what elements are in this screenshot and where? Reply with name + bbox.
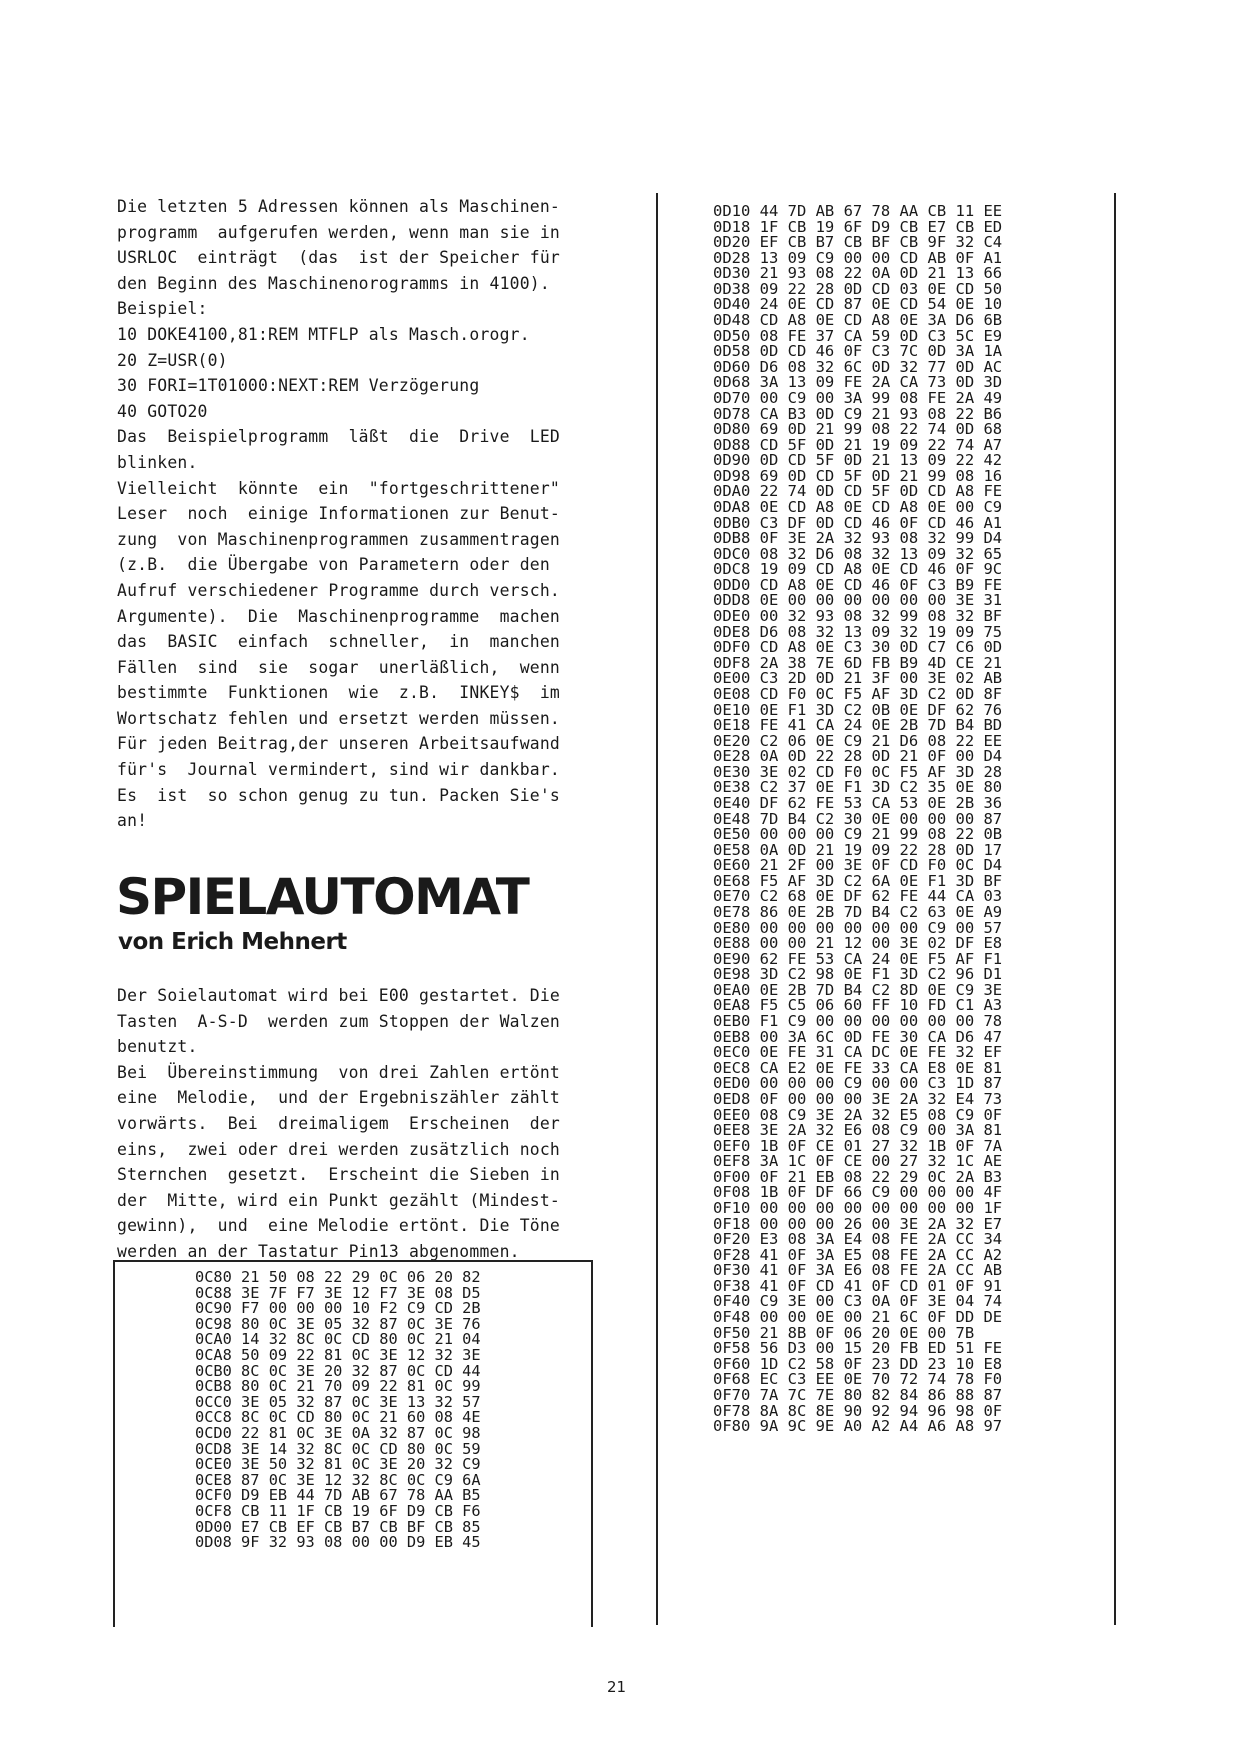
- hex-row: 0EC0 0E FE 31 CA DC 0E FE 32 EF: [713, 1043, 1003, 1062]
- hex-row: 0E20 C2 06 0E C9 21 D6 08 22 EE: [713, 731, 1003, 750]
- text-line: Tasten A-S-D werden zum Stoppen der Walzen: [117, 1011, 560, 1031]
- hex-row: 0D30 21 93 08 22 0A 0D 21 13 66: [713, 264, 1003, 283]
- text-line: das BASIC einfach schneller, in manchen: [117, 632, 560, 652]
- hex-row: 0C98 80 0C 3E 05 32 87 0C 3E 76: [195, 1314, 481, 1333]
- text-line: eine Melodie, und der Ergebniszähler zählt: [117, 1088, 560, 1108]
- text-line: Das Beispielprogramm läßt die Drive LED: [117, 427, 560, 447]
- text-line: bestimmte Funktionen wie z.B. INKEY$ im: [117, 683, 560, 703]
- hex-row: 0E60 21 2F 00 3E 0F CD F0 0C D4: [713, 856, 1003, 875]
- hex-row: 0DA0 22 74 0D CD 5F 0D CD A8 FE: [713, 482, 1003, 501]
- text-line: eins, zwei oder drei werden zusätzlich noch: [117, 1139, 560, 1159]
- text-line: Sternchen gesetzt. Erscheint die Sieben in: [117, 1165, 560, 1185]
- hex-row: 0ED8 0F 00 00 00 3E 2A 32 E4 73: [713, 1089, 1003, 1108]
- hex-row: 0CE0 3E 50 32 81 0C 3E 20 32 C9: [195, 1455, 481, 1474]
- text-line: Bei Übereinstimmung von drei Zahlen ertönt: [117, 1062, 560, 1082]
- hex-row: 0E38 C2 37 0E F1 3D C2 35 0E 80: [713, 778, 1003, 797]
- hex-row: 0E58 0A 0D 21 19 09 22 28 0D 17: [713, 840, 1003, 859]
- hex-row: 0D68 3A 13 09 FE 2A CA 73 0D 3D: [713, 373, 1003, 392]
- hex-row: 0E50 00 00 00 C9 21 99 08 22 0B: [713, 825, 1003, 844]
- text-line: 20 Z=USR(0): [117, 350, 228, 370]
- hex-row: 0CF8 CB 11 1F CB 19 6F D9 CB F6: [195, 1501, 481, 1520]
- hex-row: 0D70 00 C9 00 3A 99 08 FE 2A 49: [713, 388, 1003, 407]
- text-line: zung von Maschinenprogrammen zusammentragen: [117, 529, 560, 549]
- text-line: (z.B. die Übergabe von Parametern oder den: [117, 555, 550, 575]
- hex-row: 0EA0 0E 2B 7D B4 C2 8D 0E C9 3E: [713, 980, 1003, 999]
- hex-row: 0F80 9A 9C 9E A0 A2 A4 A6 A8 97: [713, 1417, 1003, 1436]
- hex-row: 0EE8 3E 2A 32 E6 08 C9 00 3A 81: [713, 1121, 1003, 1140]
- hex-row: 0D98 69 0D CD 5F 0D 21 99 08 16: [713, 466, 1003, 485]
- hex-row: 0EA8 F5 C5 06 60 FF 10 FD C1 A3: [713, 996, 1003, 1015]
- hex-row: 0DD0 CD A8 0E CD 46 0F C3 B9 FE: [713, 575, 1003, 594]
- hex-row: 0E10 0E F1 3D C2 0B 0E DF 62 76: [713, 700, 1003, 719]
- text-line: USRLOC einträgt (das ist der Speicher für: [117, 248, 560, 268]
- text-line: programm aufgerufen werden, wenn man sie in: [117, 222, 560, 242]
- hex-row: 0F20 E3 08 3A E4 08 FE 2A CC 34: [713, 1230, 1003, 1249]
- text-line: Aufruf verschiedener Programme durch versch.: [117, 580, 560, 600]
- text-line: Argumente). Die Maschinenprogramme machen: [117, 606, 560, 626]
- intro-paragraph: [117, 194, 597, 834]
- hex-row: 0C88 3E 7F F7 3E 12 F7 3E 08 D5: [195, 1283, 481, 1302]
- hexdump-listing-right: [713, 202, 1003, 1436]
- page-number: 21: [607, 1678, 627, 1696]
- hex-row: 0CE8 87 0C 3E 12 32 8C 0C C9 6A: [195, 1470, 481, 1489]
- text-line: für's Journal vermindert, sind wir dankbar.: [117, 760, 560, 780]
- hex-row: 0D38 09 22 28 0D CD 03 0E CD 50: [713, 279, 1003, 298]
- text-line: den Beginn des Maschinenorogramms in 4100).: [117, 273, 550, 293]
- hex-row: 0D78 CA B3 0D C9 21 93 08 22 B6: [713, 404, 1003, 423]
- hex-row: 0F28 41 0F 3A E5 08 FE 2A CC A2: [713, 1245, 1003, 1264]
- hex-row: 0EE0 08 C9 3E 2A 32 E5 08 C9 0F: [713, 1105, 1003, 1124]
- hex-row: 0F08 1B 0F DF 66 C9 00 00 00 4F: [713, 1183, 1003, 1202]
- hex-row: 0F48 00 00 0E 00 21 6C 0F DD DE: [713, 1308, 1003, 1327]
- text-line: Vielleicht könnte ein "fortgeschrittener": [117, 478, 560, 498]
- hex-row: 0E18 FE 41 CA 24 0E 2B 7D B4 BD: [713, 716, 1003, 735]
- hex-row: 0ED0 00 00 00 C9 00 00 C3 1D 87: [713, 1074, 1003, 1093]
- hex-row: 0E40 DF 62 FE 53 CA 53 0E 2B 36: [713, 793, 1003, 812]
- hex-row: 0F30 41 0F 3A E6 08 FE 2A CC AB: [713, 1261, 1003, 1280]
- hex-row: 0CC8 8C 0C CD 80 0C 21 60 08 4E: [195, 1408, 481, 1427]
- text-line: blinken.: [117, 452, 198, 472]
- hex-row: 0CB8 80 0C 21 70 09 22 81 0C 99: [195, 1377, 481, 1396]
- hex-row: 0CD0 22 81 0C 3E 0A 32 87 0C 98: [195, 1423, 481, 1442]
- hex-row: 0CA8 50 09 22 81 0C 3E 12 32 3E: [195, 1345, 481, 1364]
- text-line: Wortschatz fehlen und ersetzt werden müssen.: [117, 708, 560, 728]
- hex-row: 0E98 3D C2 98 0E F1 3D C2 96 D1: [713, 965, 1003, 984]
- hex-row: 0D10 44 7D AB 67 78 AA CB 11 EE: [713, 202, 1003, 220]
- hex-row: 0CA0 14 32 8C 0C CD 80 0C 21 04: [195, 1330, 481, 1349]
- hex-row: 0F68 EC C3 EE 0E 70 72 74 78 F0: [713, 1370, 1003, 1389]
- hex-row: 0E00 C3 2D 0D 21 3F 00 3E 02 AB: [713, 669, 1003, 688]
- article-body: [117, 983, 597, 1265]
- hex-row: 0F60 1D C2 58 0F 23 DD 23 10 E8: [713, 1354, 1003, 1373]
- hex-row: 0F10 00 00 00 00 00 00 00 00 1F: [713, 1199, 1003, 1217]
- hex-row: 0CF0 D9 EB 44 7D AB 67 78 AA B5: [195, 1486, 481, 1505]
- hex-row: 0E90 62 FE 53 CA 24 0E F5 AF F1: [713, 949, 1003, 968]
- hex-row: 0DC0 08 32 D6 08 32 13 09 32 65: [713, 544, 1003, 563]
- hex-row: 0F38 41 0F CD 41 0F CD 01 0F 91: [713, 1276, 1003, 1295]
- hex-row: 0F18 00 00 00 26 00 3E 2A 32 E7: [713, 1214, 1003, 1233]
- hex-row: 0DC8 19 09 CD A8 0E CD 46 0F 9C: [713, 560, 1003, 579]
- hex-row: 0E08 CD F0 0C F5 AF 3D C2 0D 8F: [713, 684, 1003, 703]
- hex-row: 0D08 9F 32 93 08 00 00 D9 EB 45: [195, 1533, 481, 1552]
- hex-row: 0D20 EF CB B7 CB BF CB 9F 32 C4: [713, 233, 1003, 252]
- text-line: vorwärts. Bei dreimaligem Erscheinen der: [117, 1113, 560, 1133]
- hex-row: 0D40 24 0E CD 87 0E CD 54 0E 10: [713, 295, 1003, 314]
- hex-row: 0DB0 C3 DF 0D CD 46 0F CD 46 A1: [713, 513, 1003, 532]
- hex-row: 0C90 F7 00 00 00 10 F2 C9 CD 2B: [195, 1299, 481, 1318]
- hexdump-listing-left: [113, 1260, 593, 1627]
- column-divider-right: [1114, 193, 1116, 1625]
- text-line: an!: [117, 811, 148, 831]
- text-line: benutzt.: [117, 1037, 198, 1057]
- hex-row: 0E30 3E 02 CD F0 0C F5 AF 3D 28: [713, 762, 1003, 781]
- hex-row: 0CD8 3E 14 32 8C 0C CD 80 0C 59: [195, 1439, 481, 1458]
- hex-row: 0EB8 00 3A 6C 0D FE 30 CA D6 47: [713, 1027, 1003, 1046]
- hex-row: 0DA8 0E CD A8 0E CD A8 0E 00 C9: [713, 497, 1003, 516]
- hex-row: 0D90 0D CD 5F 0D 21 13 09 22 42: [713, 451, 1003, 470]
- hex-row: 0EF8 3A 1C 0F CE 00 27 32 1C AE: [713, 1152, 1003, 1171]
- text-line: Leser noch einige Informationen zur Benut-: [117, 504, 560, 524]
- hex-row: 0D00 E7 CB EF CB B7 CB BF CB 85: [195, 1517, 481, 1536]
- hex-row: 0DF0 CD A8 0E C3 30 0D C7 C6 0D: [713, 638, 1003, 657]
- hex-row: 0CC0 3E 05 32 87 0C 3E 13 32 57: [195, 1392, 481, 1411]
- hex-row: 0E48 7D B4 C2 30 0E 00 00 00 87: [713, 809, 1003, 828]
- hex-row: 0D50 08 FE 37 CA 59 0D C3 5C E9: [713, 326, 1003, 345]
- hex-row: 0EB0 F1 C9 00 00 00 00 00 00 78: [713, 1012, 1003, 1031]
- hex-row: 0F50 21 8B 0F 06 20 0E 00 7B: [713, 1323, 975, 1342]
- hex-row: 0D28 13 09 C9 00 00 CD AB 0F A1: [713, 248, 1003, 267]
- text-line: 10 DOKE4100,81:REM MTFLP als Masch.orogr.: [117, 324, 530, 344]
- hex-row: 0D18 1F CB 19 6F D9 CB E7 CB ED: [713, 217, 1003, 236]
- text-line: Es ist so schon genug zu tun. Packen Sie's: [117, 785, 560, 805]
- text-line: Der Soielautomat wird bei E00 gestartet. Die: [117, 986, 560, 1005]
- hex-row: 0F00 0F 21 EB 08 22 29 0C 2A B3: [713, 1167, 1003, 1186]
- hex-row: 0D80 69 0D 21 99 08 22 74 0D 68: [713, 420, 1003, 439]
- hex-row: 0E88 00 00 21 12 00 3E 02 DF E8: [713, 934, 1003, 953]
- hex-row: 0E80 00 00 00 00 00 00 C9 00 57: [713, 918, 1003, 937]
- text-line: 30 FORI=1T01000:NEXT:REM Verzögerung: [117, 376, 480, 396]
- text-line: Fällen sind sie sogar unerläßlich, wenn: [117, 657, 560, 677]
- article-author: von Erich Mehnert: [118, 929, 347, 955]
- hex-row: 0D88 CD 5F 0D 21 19 09 22 74 A7: [713, 435, 1003, 454]
- hex-row: 0CB0 8C 0C 3E 20 32 87 0C CD 44: [195, 1361, 481, 1380]
- hex-row: 0E78 86 0E 2B 7D B4 C2 63 0E A9: [713, 903, 1003, 922]
- hex-row: 0D58 0D CD 46 0F C3 7C 0D 3A 1A: [713, 342, 1003, 361]
- text-line: Beispiel:: [117, 299, 208, 319]
- hex-row: 0DB8 0F 3E 2A 32 93 08 32 99 D4: [713, 529, 1003, 548]
- hex-row: 0D48 CD A8 0E CD A8 0E 3A D6 6B: [713, 311, 1003, 330]
- hex-row: 0F40 C9 3E 00 C3 0A 0F 3E 04 74: [713, 1292, 1003, 1311]
- text-line: Für jeden Beitrag,der unseren Arbeitsaufwand: [117, 734, 560, 754]
- hex-row: 0E68 F5 AF 3D C2 6A 0E F1 3D BF: [713, 871, 1003, 890]
- text-line: 40 GOTO20: [117, 401, 208, 421]
- hex-row: 0F58 56 D3 00 15 20 FB ED 51 FE: [713, 1339, 1003, 1358]
- hex-row: 0E28 0A 0D 22 28 0D 21 0F 00 D4: [713, 747, 1003, 766]
- text-line: der Mitte, wird ein Punkt gezählt (Mindest-: [117, 1190, 560, 1210]
- column-divider-left: [656, 193, 658, 1625]
- hex-row: 0F78 8A 8C 8E 90 92 94 96 98 0F: [713, 1401, 1003, 1420]
- hex-row: 0DD8 0E 00 00 00 00 00 00 3E 31: [713, 591, 1003, 610]
- hex-row: 0D60 D6 08 32 6C 0D 32 77 0D AC: [713, 357, 1003, 376]
- article-title: SPIELAUTOMAT: [116, 868, 529, 926]
- hex-row: 0E70 C2 68 0E DF 62 FE 44 CA 03: [713, 887, 1003, 906]
- hex-row: 0DE0 00 32 93 08 32 99 08 32 BF: [713, 607, 1003, 626]
- hex-row: 0EF0 1B 0F CE 01 27 32 1B 0F 7A: [713, 1136, 1003, 1155]
- text-line: Die letzten 5 Adressen können als Maschinen-: [117, 197, 560, 216]
- text-line: gewinn), und eine Melodie ertönt. Die Töne: [117, 1216, 560, 1236]
- hex-row: 0EC8 CA E2 0E FE 33 CA E8 0E 81: [713, 1058, 1003, 1077]
- hex-row: 0F70 7A 7C 7E 80 82 84 86 88 87: [713, 1385, 1003, 1404]
- hex-row: 0C80 21 50 08 22 29 0C 06 20 82: [195, 1268, 481, 1286]
- text-line: werden an der Tastatur Pin13 abgenommen.: [117, 1241, 520, 1261]
- hex-row: 0DF8 2A 38 7E 6D FB B9 4D CE 21: [713, 653, 1003, 672]
- hex-row: 0DE8 D6 08 32 13 09 32 19 09 75: [713, 622, 1003, 641]
